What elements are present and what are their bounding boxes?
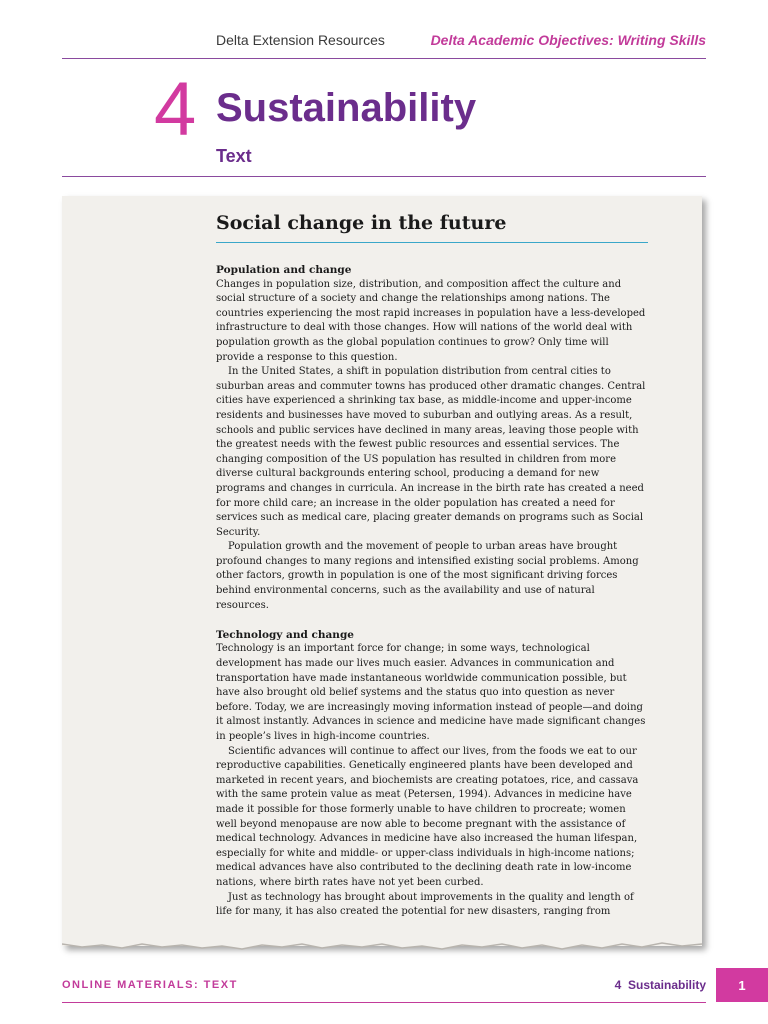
page-number: 1: [716, 968, 768, 1002]
header-resource-title: Delta Extension Resources: [216, 32, 385, 48]
paragraph: Population growth and the movement of people to urban areas have brought profound changes to many regions and intensified existing social problems. Among other factors, growth in population is one of the most significant driving forces behind environmental concerns, such as the availability and use of natural resources.: [216, 541, 639, 611]
paragraph: Just as technology has brought about improvements in the quality and length of life for many, it has also created the potential for new disasters, ranging from: [216, 891, 634, 918]
header-series-title: Delta Academic Objectives: Writing Skills: [430, 32, 706, 48]
article: [216, 212, 648, 920]
paragraph: Scientific advances will continue to affect our lives, from the foods we eat to our reproductive capabilities. Genetically engineered plants have been developed and marketed in recent years, and biochemists are creating potatoes, rice, and cassava with the same protein value as meat (Petersen, 1994). Advances in medicine have made it possible for those formerly unable to have children to procreate; women well beyond menopause are now able to become pregnant with the assistance of medical technology. Advances in medicine have also increased the human lifespan, especially for white and middle- or upper-class individuals in high-income nations; medical advances have also contributed to the declining death rate in low-income nations, where birth rates have not yet been curbed.: [216, 745, 639, 888]
paragraph: Changes in population size, distribution, and composition affect the culture and social structure of a society and change the relationships among nations. The countries experiencing the most rapid increases in population have a less-developed infrastructure to deal with those changes. How will nations of the world deal with population growth as the global population continues to grow? Only time will provide a response to this question.: [216, 278, 646, 363]
torn-paper-edge: [62, 936, 706, 958]
footer-chapter: 4 Sustainability: [614, 978, 706, 992]
section-heading-population: Population and change: [216, 264, 352, 276]
chapter-number: 4: [154, 67, 197, 152]
footer-label: ONLINE MATERIALS: TEXT: [62, 979, 238, 991]
section-label: Text: [216, 146, 252, 166]
chapter-title: Sustainability: [216, 86, 477, 130]
paragraph: In the United States, a shift in population distribution from central cities to suburban areas and commuter towns has produced other dramatic changes. Central cities have experienced a shrinking tax base, as middle-income and upper-income residents and businesses have moved to suburban and outlying areas. As a result, schools and public services have declined in many areas, leaving those people with the greatest needs with the fewest public resources and essential services. The changing composition of the US population has resulted in children from more diverse cultural backgrounds entering school, producing a demand for new programs and changes in curricula. An increase in the birth rate has created a need for more child care; an increase in the older population has created a need for services such as medical care, placing greater demands on programs such as Social Security.: [216, 366, 646, 538]
section-heading-technology: Technology and change: [216, 628, 354, 641]
header-divider: [62, 58, 706, 59]
title-divider: [62, 176, 706, 177]
article-title: Social change in the future: [216, 212, 648, 243]
paragraph: Technology is an important force for change; in some ways, technological development has made our lives much easier. Advances in communication and transportation have made instantaneous worldwide communication possible, but have also brought old belief systems and the status quo into question as never before. Today, we are increasingly moving information instead of people—and doing it almost instantly. Advances in science and medicine have made significant changes in people’s lives in high-income countries.: [216, 643, 646, 742]
footer-divider: [62, 1002, 706, 1003]
